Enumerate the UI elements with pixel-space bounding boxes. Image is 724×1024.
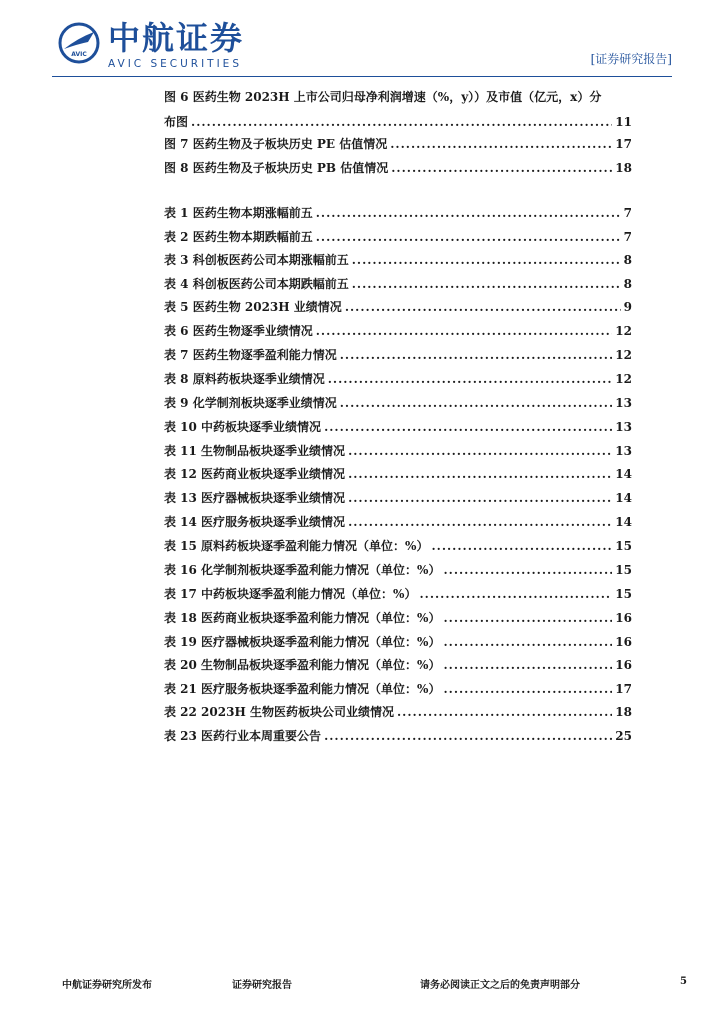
leader-dots xyxy=(443,635,612,649)
footer-page-number: 5 xyxy=(680,976,687,987)
toc-entry-page: 15 xyxy=(615,587,632,601)
toc-entry-page: 17 xyxy=(615,682,632,696)
toc-entry-fig6-line1[interactable]: 图 6 医药生物 2023H 上市公司归母净利润增速（%，y））及市值（亿元，x）分 xyxy=(164,90,602,104)
toc-entry-label: 图 8 医药生物及子板块历史 PB 估值情况 xyxy=(164,161,389,175)
leader-dots xyxy=(419,587,612,601)
toc-entry-page: 13 xyxy=(615,444,632,458)
toc-entry-label: 表 7 医药生物逐季盈利能力情况 xyxy=(164,348,337,362)
leader-dots xyxy=(316,324,613,338)
toc-entry-page: 14 xyxy=(615,491,632,505)
toc-entry-page: 16 xyxy=(615,658,632,672)
header-divider xyxy=(52,76,672,77)
report-type-tag: [证券研究报告] xyxy=(590,52,672,66)
toc-entry-label: 表 22 2023H 生物医药板块公司业绩情况 xyxy=(164,705,394,719)
leader-dots xyxy=(391,161,612,175)
leader-dots xyxy=(316,206,621,220)
page-header xyxy=(0,0,724,86)
brand-name-cn: 中航证券 xyxy=(108,19,245,57)
toc-entry-page: 16 xyxy=(615,611,632,625)
toc-entry[interactable] xyxy=(164,633,632,651)
leader-dots xyxy=(328,372,613,386)
toc-entry-label: 表 6 医药生物逐季业绩情况 xyxy=(164,324,313,338)
toc-entry-label: 表 1 医药生物本期涨幅前五 xyxy=(164,206,313,220)
leader-dots xyxy=(348,444,612,458)
toc-entry-label: 表 19 医疗器械板块逐季盈利能力情况（单位：%） xyxy=(164,635,441,649)
toc-entry-label: 表 15 原料药板块逐季盈利能力情况（单位：%） xyxy=(164,539,429,553)
toc-entry-label: 表 9 化学制剂板块逐季业绩情况 xyxy=(164,396,337,410)
toc-entry-page: 14 xyxy=(615,467,632,481)
toc-entry[interactable] xyxy=(164,489,632,507)
toc-entry-label: 表 21 医疗服务板块逐季盈利能力情况（单位：%） xyxy=(164,682,441,696)
toc-entry-page: 9 xyxy=(623,300,632,314)
toc-entry-label: 表 11 生物制品板块逐季业绩情况 xyxy=(164,444,346,458)
leader-dots xyxy=(352,253,621,267)
toc-entry[interactable] xyxy=(164,513,632,531)
toc-entry[interactable] xyxy=(164,585,632,603)
toc-entry[interactable] xyxy=(164,442,632,460)
leader-dots xyxy=(348,491,612,505)
toc-entry[interactable] xyxy=(164,680,632,698)
leader-dots xyxy=(443,563,612,577)
toc-entry-page: 25 xyxy=(615,729,632,743)
leader-dots xyxy=(443,658,612,672)
toc-entry-label: 表 18 医药商业板块逐季盈利能力情况（单位：%） xyxy=(164,611,441,625)
toc-entry-page: 11 xyxy=(615,115,632,129)
toc-entry[interactable] xyxy=(164,465,632,483)
toc-entry-page: 7 xyxy=(623,230,632,244)
footer-disclaimer: 请务必阅读正文之后的免责声明部分 xyxy=(420,980,580,991)
brand-name-en: AVIC SECURITIES xyxy=(108,58,242,70)
leader-dots xyxy=(397,705,612,719)
leader-dots xyxy=(443,682,612,696)
toc-entry-fig6[interactable] xyxy=(164,113,632,131)
leader-dots xyxy=(345,300,621,314)
toc-entry-page: 13 xyxy=(615,420,632,434)
toc-entry[interactable] xyxy=(164,418,632,436)
toc-entry[interactable] xyxy=(164,394,632,412)
leader-dots xyxy=(340,396,613,410)
toc-entry-label: 表 13 医疗器械板块逐季业绩情况 xyxy=(164,491,346,505)
toc-entry-label: 表 23 医药行业本周重要公告 xyxy=(164,729,322,743)
leader-dots xyxy=(390,137,612,151)
leader-dots xyxy=(348,467,612,481)
leader-dots xyxy=(324,420,612,434)
toc-entry[interactable] xyxy=(164,298,632,316)
toc-entry-label: 表 8 原料药板块逐季业绩情况 xyxy=(164,372,325,386)
toc-entry-label: 表 17 中药板块逐季盈利能力情况（单位：%） xyxy=(164,587,417,601)
toc-entry-page: 18 xyxy=(615,161,632,175)
toc-entry[interactable] xyxy=(164,703,632,721)
leader-dots xyxy=(352,277,621,291)
toc-entry-label: 表 16 化学制剂板块逐季盈利能力情况（单位：%） xyxy=(164,563,441,577)
toc-entry[interactable] xyxy=(164,727,632,745)
toc-entry-label: 图 7 医药生物及子板块历史 PE 估值情况 xyxy=(164,137,388,151)
toc-entry-page: 12 xyxy=(615,348,632,362)
toc-entry-page: 8 xyxy=(623,253,632,267)
toc-entry-page: 7 xyxy=(623,206,632,220)
leader-dots xyxy=(431,539,612,553)
toc-entry[interactable] xyxy=(164,159,632,177)
toc-entry-label: 表 2 医药生物本期跌幅前五 xyxy=(164,230,313,244)
toc-entry[interactable] xyxy=(164,346,632,364)
leader-dots xyxy=(324,729,612,743)
leader-dots xyxy=(348,515,612,529)
toc-entry-label: 表 20 生物制品板块逐季盈利能力情况（单位：%） xyxy=(164,658,441,672)
toc-entry-page: 12 xyxy=(615,372,632,386)
toc-entry[interactable] xyxy=(164,251,632,269)
toc-entry-label: 表 12 医药商业板块逐季业绩情况 xyxy=(164,467,346,481)
leader-dots xyxy=(340,348,613,362)
toc-entry[interactable] xyxy=(164,275,632,293)
toc-entry-label: 表 4 科创板医药公司本期跌幅前五 xyxy=(164,277,349,291)
toc-entry-page: 13 xyxy=(615,396,632,410)
toc-entry-label: 表 5 医药生物 2023H 业绩情况 xyxy=(164,300,342,314)
brand xyxy=(108,20,244,70)
toc-entry[interactable] xyxy=(164,561,632,579)
toc-entry[interactable] xyxy=(164,135,632,153)
toc-entry[interactable] xyxy=(164,204,632,222)
toc-entry-page: 12 xyxy=(615,324,632,338)
toc-entry-page: 8 xyxy=(623,277,632,291)
toc-entry-label: 表 3 科创板医药公司本期涨幅前五 xyxy=(164,253,349,267)
toc-entry-page: 15 xyxy=(615,563,632,577)
toc-entry[interactable] xyxy=(164,322,632,340)
toc-entry-page: 15 xyxy=(615,539,632,553)
toc-entry[interactable] xyxy=(164,609,632,627)
toc-entry[interactable] xyxy=(164,537,632,555)
toc-entry-page: 18 xyxy=(615,705,632,719)
footer-publisher: 中航证券研究所发布 xyxy=(62,980,152,991)
svg-text:AVIC: AVIC xyxy=(71,51,87,58)
toc-entry-label: 表 10 中药板块逐季业绩情况 xyxy=(164,420,322,434)
toc-entry[interactable] xyxy=(164,656,632,674)
toc-entry-label: 表 14 医疗服务板块逐季业绩情况 xyxy=(164,515,346,529)
toc-entry-page: 14 xyxy=(615,515,632,529)
page-footer xyxy=(0,970,724,1000)
toc-entry-label: 布图 xyxy=(164,115,189,129)
leader-dots xyxy=(443,611,612,625)
toc-entry-page: 16 xyxy=(615,635,632,649)
avic-logo-icon xyxy=(58,22,100,64)
leader-dots xyxy=(316,230,621,244)
toc-entry-page: 17 xyxy=(615,137,632,151)
footer-doc-type: 证券研究报告 xyxy=(232,980,292,991)
leader-dots xyxy=(191,115,612,129)
toc-entry[interactable] xyxy=(164,228,632,246)
toc-entry[interactable] xyxy=(164,370,632,388)
